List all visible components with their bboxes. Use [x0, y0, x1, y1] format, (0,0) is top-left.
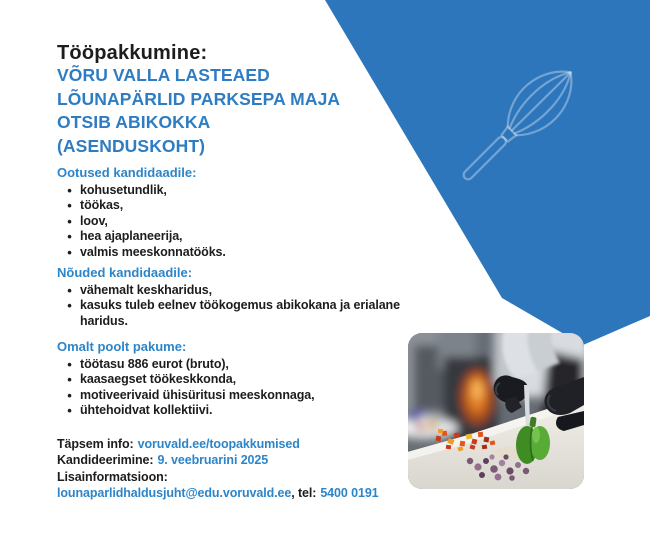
- contact-email-line: [57, 485, 487, 501]
- section-offer: [57, 339, 417, 419]
- contact-block: [57, 436, 487, 501]
- list-item: [65, 372, 413, 387]
- tel-separator: , tel:: [291, 485, 317, 500]
- headline-line-4: (ASENDUSKOHT): [57, 135, 206, 156]
- list-item-text: loov,: [80, 213, 108, 228]
- headline-line-2: LÕUNAPÄRLID PARKSEPA MAJA: [57, 88, 341, 109]
- section-expectations-heading: Ootused kandidaadile:: [57, 165, 197, 180]
- section-requirements-heading: Nõuded kandidaadile:: [57, 265, 193, 280]
- list-item-text: hea ajaplaneerija,: [80, 229, 183, 244]
- info-label: Täpsem info:: [57, 437, 134, 451]
- list-item-text: töökas,: [80, 198, 124, 213]
- bullet-dot-icon: •: [67, 213, 72, 229]
- list-item-text: ühtehoidvat kollektiivi.: [80, 403, 213, 418]
- section-requirements-list: [57, 283, 413, 329]
- section-offer-list: [57, 357, 413, 419]
- phone-number: 5400 0191: [320, 485, 379, 500]
- section-expectations-list: [57, 183, 413, 260]
- list-item: [65, 283, 413, 298]
- section-offer-heading: Omalt poolt pakume:: [57, 339, 187, 354]
- email-link[interactable]: lounaparlidhaldusjuht@edu.voruvald.ee: [57, 485, 292, 500]
- list-item: [65, 229, 413, 244]
- bullet-dot-icon: •: [67, 372, 72, 388]
- list-item: [65, 298, 413, 329]
- list-item: [65, 198, 413, 213]
- bullet-dot-icon: •: [67, 198, 72, 214]
- headline-line-3: OTSIB ABIKOKKA: [57, 112, 211, 132]
- list-item-text: kasuks tuleb eelnev töökogemus abikokana ja erialane haridus.: [80, 298, 400, 328]
- bullet-dot-icon: •: [67, 357, 72, 372]
- list-item-text: vähemalt keskharidus,: [80, 283, 212, 297]
- list-item: [65, 245, 413, 260]
- poster-title: Tööpakkumine:: [57, 42, 208, 64]
- list-item-text: kaasaegset töökeskkonda,: [80, 372, 237, 387]
- contact-info-line: [57, 436, 487, 452]
- job-offers-link[interactable]: voruvald.ee/toopakkumised: [137, 437, 300, 451]
- list-item: [65, 214, 413, 229]
- bullet-dot-icon: •: [67, 387, 72, 403]
- apply-deadline: 9. veebruarini 2025: [157, 453, 269, 468]
- list-item-text: motiveerivaid ühisüritusi meeskonnaga,: [80, 387, 315, 402]
- bullet-dot-icon: •: [67, 183, 72, 198]
- bullet-dot-icon: •: [67, 244, 72, 260]
- list-item: [65, 388, 413, 403]
- bullet-dot-icon: •: [67, 298, 72, 314]
- apply-label: Kandideerimine:: [57, 453, 154, 468]
- bullet-dot-icon: •: [67, 283, 72, 298]
- list-item-text: valmis meeskonnatööks.: [80, 244, 226, 259]
- list-item-text: töötasu 886 eurot (bruto),: [80, 357, 229, 371]
- bullet-dot-icon: •: [67, 229, 72, 245]
- list-item: [65, 183, 413, 198]
- headline-line-1: VÕRU VALLA LASTEAED: [57, 65, 270, 85]
- bullet-dot-icon: •: [67, 403, 72, 419]
- list-item-text: kohusetundlik,: [80, 183, 167, 197]
- poster-headline: [57, 64, 427, 158]
- list-item: [65, 403, 413, 418]
- more-info-label: Lisainformatsioon:: [57, 469, 168, 484]
- section-requirements: [57, 265, 417, 329]
- contact-more-info-line: [57, 469, 487, 485]
- list-item: [65, 357, 413, 372]
- contact-apply-line: [57, 452, 487, 468]
- section-expectations: [57, 165, 417, 260]
